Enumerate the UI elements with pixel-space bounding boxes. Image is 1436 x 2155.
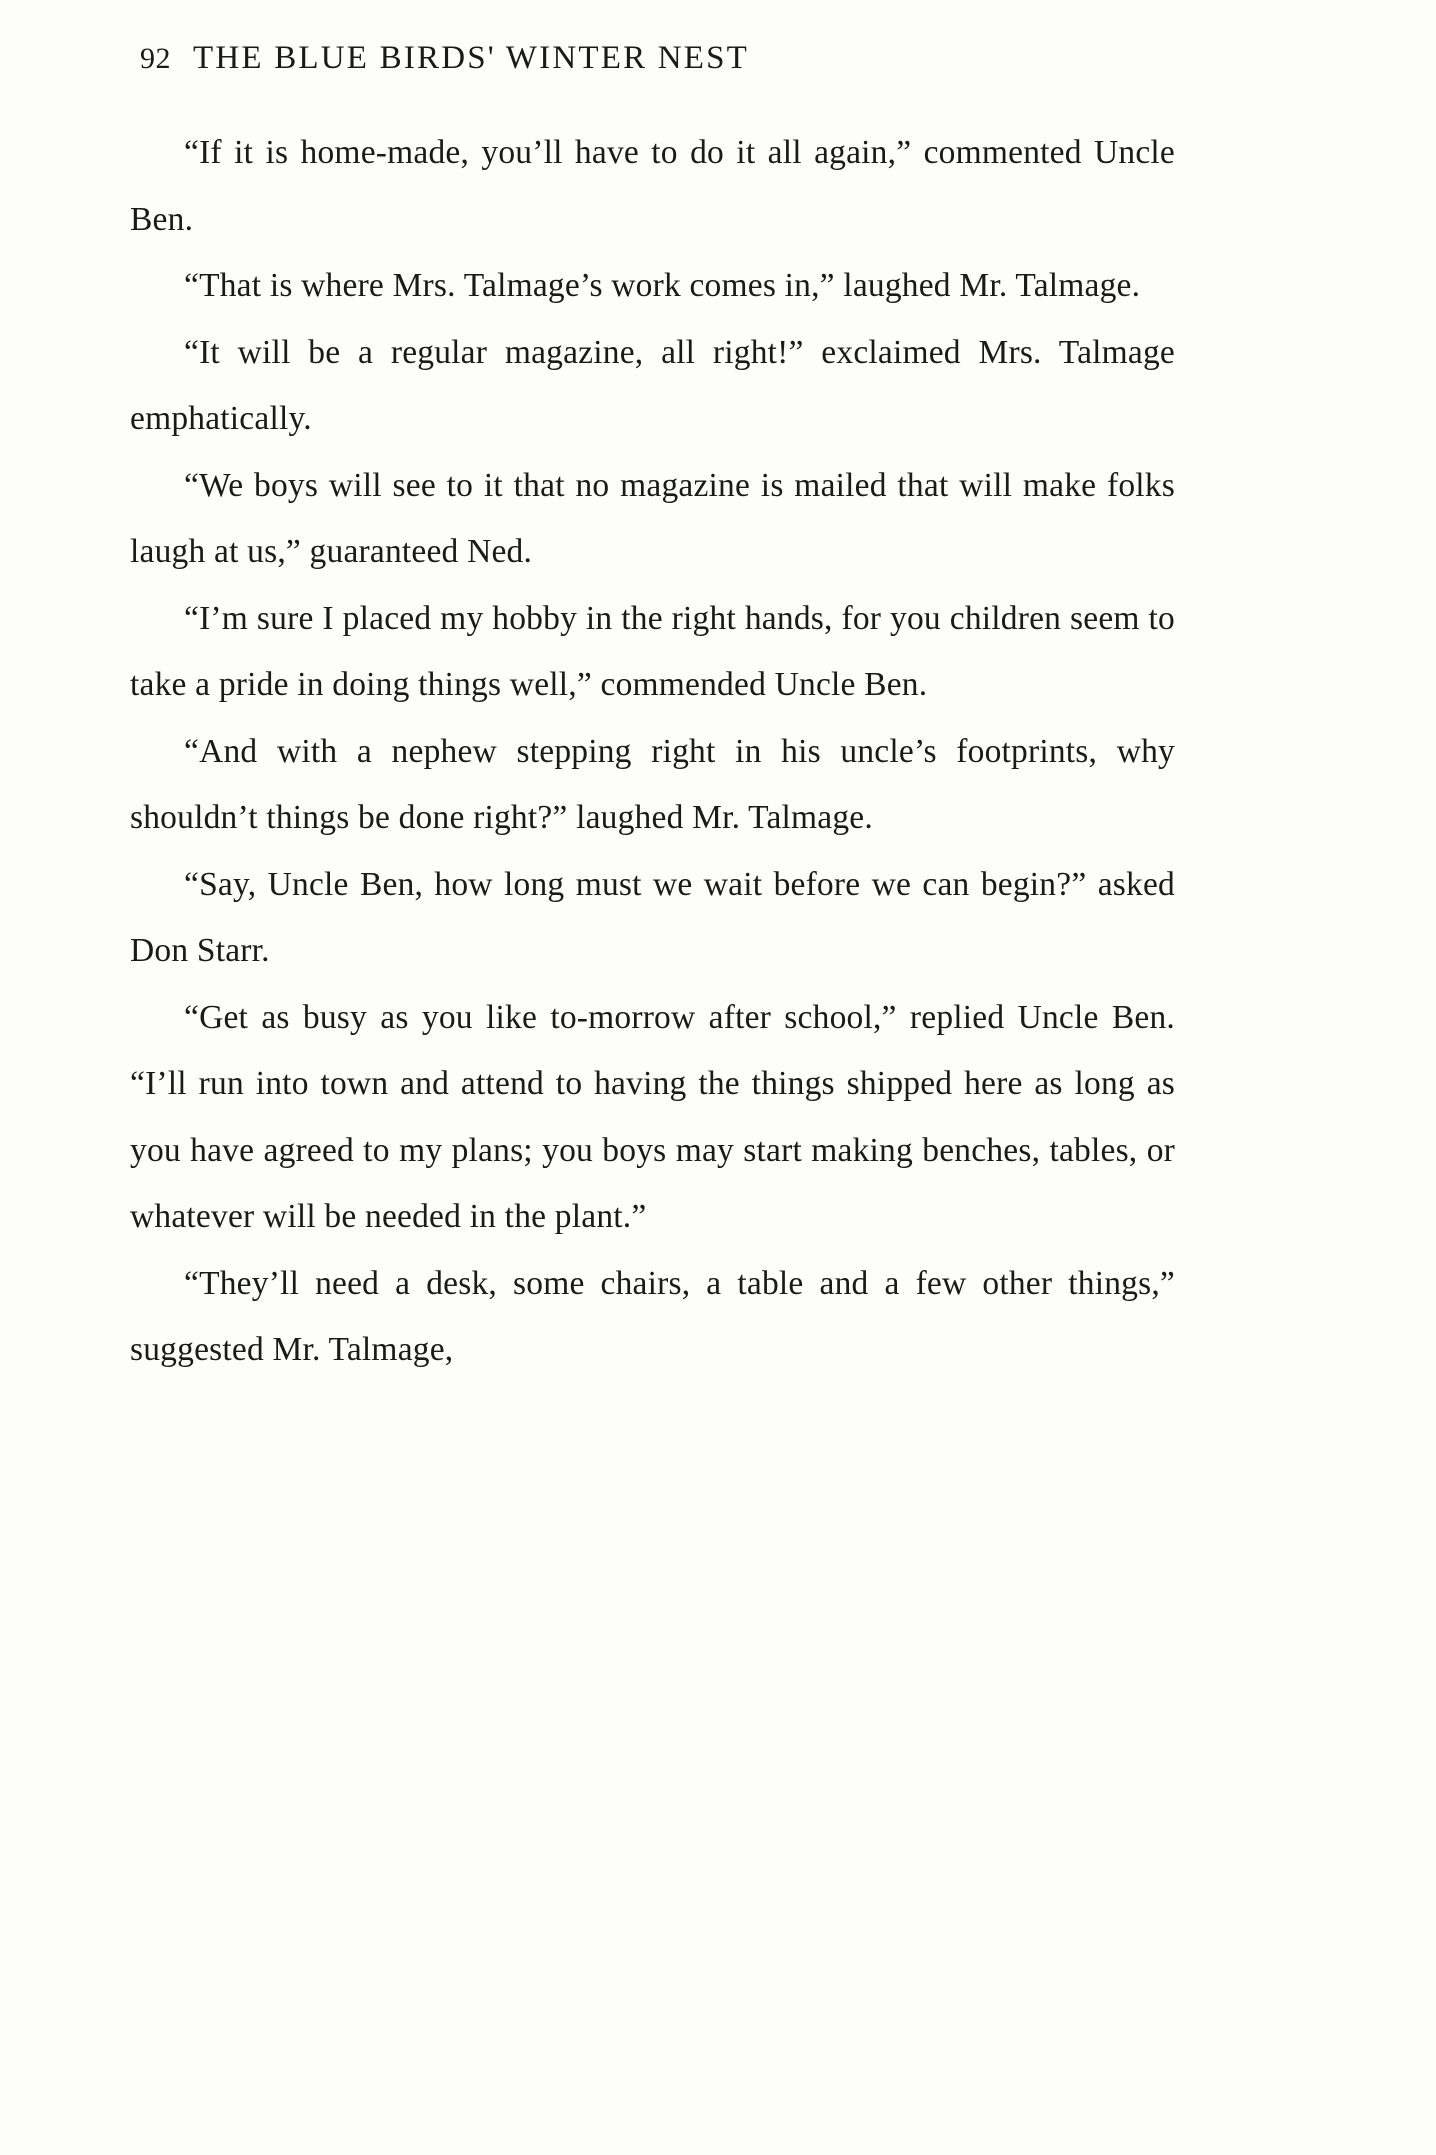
page-number: 92 — [140, 42, 171, 75]
paragraph: “Say, Uncle Ben, how long must we wait before we can begin?” asked Don Starr. — [130, 865, 1175, 969]
paragraph: “They’ll need a desk, some chairs, a table and a few other things,” suggested Mr. Talmage, — [130, 1264, 1175, 1368]
paragraph: “If it is home-made, you’ll have to do it all again,” commented Uncle Ben. — [130, 134, 1175, 238]
running-title: THE BLUE BIRDS' WINTER NEST — [193, 40, 750, 76]
paragraph: “And with a nephew stepping right in his uncle’s footprints, why shouldn’t things be done right?” laughed Mr. Talmage. — [130, 732, 1175, 836]
paragraph: “We boys will see to it that no magazine is mailed that will make folks laugh at us,” guaranteed Ned. — [130, 466, 1175, 570]
paragraph: “I’m sure I placed my hobby in the right hands, for you children seem to take a pride in doing things well,” commended Uncle Ben. — [130, 599, 1175, 703]
paragraph: “It will be a regular magazine, all right!” exclaimed Mrs. Talmage emphatically. — [130, 333, 1175, 437]
page-header — [140, 40, 1300, 77]
paragraph: “That is where Mrs. Talmage’s work comes in,” laughed Mr. Talmage. — [184, 267, 1141, 304]
paragraph: “Get as busy as you like to-morrow after school,” replied Uncle Ben. “I’ll run into town and attend to having the things shipped here as long as you have agreed to my plans; you boys may start making benches, tables, or whatever will be needed in the plant.” — [130, 998, 1175, 1235]
page-body — [130, 120, 1175, 1384]
